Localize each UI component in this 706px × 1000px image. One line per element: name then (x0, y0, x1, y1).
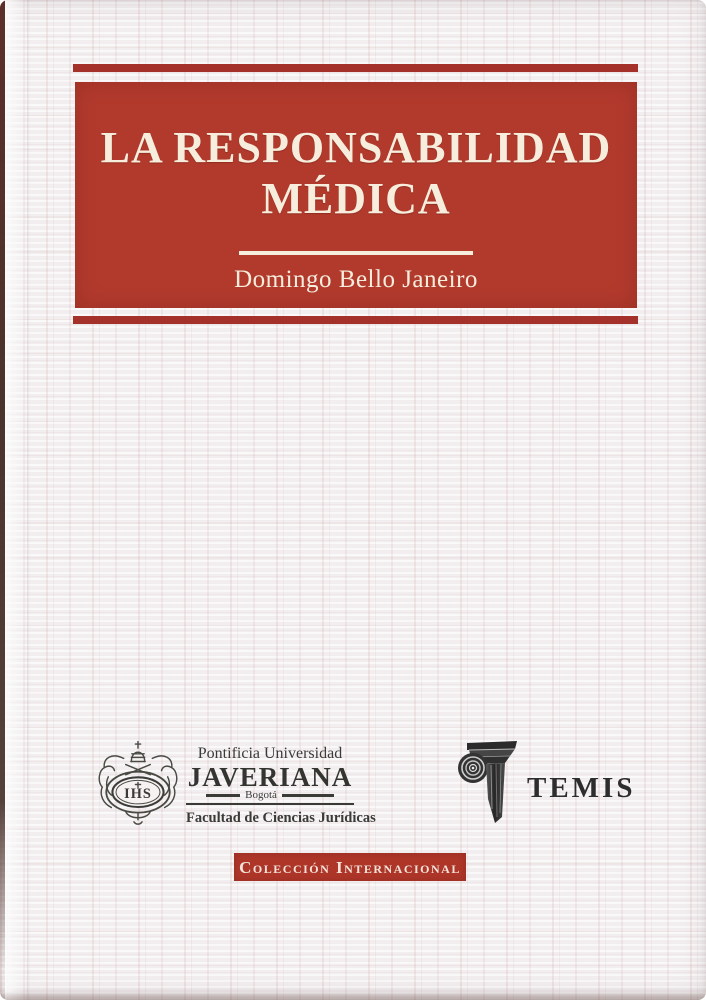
city-right-dash (282, 794, 334, 797)
university-name: JAVERIANA (187, 761, 353, 792)
series-band-label: Colección Internacional (239, 857, 461, 877)
title-panel (75, 82, 637, 308)
author-divider-rule (239, 251, 473, 255)
university-rule (186, 803, 354, 805)
javeriana-crest-icon (94, 740, 182, 830)
temis-name: TEMIS (527, 771, 636, 804)
book-title-line2: MÉDICA (261, 174, 451, 224)
ionic-column-icon (455, 739, 519, 825)
university-type-label: Pontificia Universidad (197, 745, 343, 762)
crest-monogram: IHS (124, 785, 152, 802)
top-red-rule (73, 64, 638, 72)
city-left-dash (206, 794, 240, 797)
university-city: Bogotá (245, 789, 277, 802)
faculty-name: Facultad de Ciencias Jurídicas (186, 809, 376, 826)
javeriana-text-block (186, 745, 376, 827)
temis-logo-block (455, 739, 635, 825)
series-band (234, 853, 466, 881)
book-title-line1: LA RESPONSABILIDAD (100, 123, 612, 172)
cover-hinge-crease (27, 0, 30, 1000)
photo-bottom-shadow (0, 991, 706, 1000)
author-name: Domingo Bello Janeiro (234, 266, 478, 294)
javeriana-logo-block (94, 738, 376, 830)
cover-hinge-highlight (5, 0, 27, 1000)
bottom-red-rule (73, 316, 638, 324)
university-city-row (186, 791, 354, 801)
